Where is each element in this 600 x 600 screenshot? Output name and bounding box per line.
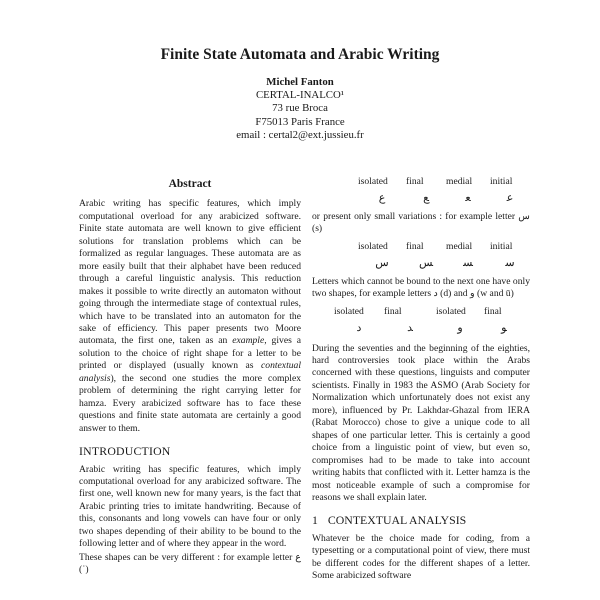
table3-glyph-waw-isolated: ﻭ [457,322,463,335]
table1-header-final: final [406,176,424,187]
table1-glyph-initial: ﻋ [506,192,514,205]
author-name: Michel Fanton [266,76,334,88]
abstract-paragraph [79,198,301,435]
left-column [79,178,301,577]
table1-header-initial: initial [490,176,513,187]
variations-paragraph: or present only small variations : for example letter س (s) [312,210,530,235]
abstract-text-1: Arabic writing has specific features, which imply computational overload for any arabicized software. Finite state automata are well known to give efficient solutions for translation problems which can be formalized as regular languages. These automata are as more easily built that their alphabet have been reduced through a careful linguistic analysis. This reduction makes it possible to write directly an automaton without going through the intermediate stage of contextual rules, which have to be translated into an automaton for the sake of efficiency. This paper presents two Moore automata, the first one, taken as an [79,198,301,347]
table1-glyph-isolated: ﻉ [378,192,386,205]
table3-glyph-dal-isolated: ﺩ [356,322,362,335]
table1-glyph-final: ﻊ [423,192,429,205]
table2-header-isolated: isolated [358,240,388,252]
section-1-paragraph: Whatever be the choice made for coding, from a typesetting or a computational point of view, there must be different codes for the different shapes of a letter. Some arabicized software [312,532,530,582]
author-block [0,76,600,142]
history-paragraph: During the seventies and the beginning of the eighties, hard controversies took place within the Arabs concerned with these questions, linguists and computer scientists. Finally in 1983 the ASMO (Arab Society for Normalization which unfortunately does not exist any more), influenced by Pr. Lakhdar-Ghazal from IERA (Rabat Morocco) chose to give a unique code to all shapes of one particular letter. This is certainly a good choice from a linguistic point of view, but even so, compromises had to be made to take into account writing habits that conflicted with it. Letter hamza is the most noticeable example of such a compromise for reasons we shall explain later. [312,342,530,503]
table2-glyph-final: ﺲ [418,257,434,270]
table3-glyph-waw-final: ﻮ [501,322,507,335]
abstract-text-2: , gives a solution to the choice of right shape for a letter to be printed or displayed (usually known as [79,335,301,372]
shape-table-1-glyphs [312,192,530,204]
right-column [312,176,530,583]
table1-header-isolated: isolated [358,176,388,187]
section-1-number: 1 [312,513,318,528]
table1-glyph-medial: ﻌ [465,192,471,205]
abstract-example-word: example [232,335,265,347]
table3-header-final-1: final [384,305,402,317]
table1-header-medial: medial [446,176,473,187]
section-1-title: CONTEXTUAL ANALYSIS [327,513,467,528]
table3-header-isolated-2: isolated [436,305,466,317]
table3-header-final-2: final [484,305,502,317]
shape-table-1-header [312,176,530,188]
author-street: 73 rue Broca [272,102,328,115]
shape-table-3-header [312,306,530,318]
table2-header-medial: medial [446,240,473,252]
table3-header-isolated-1: isolated [334,305,364,317]
table2-glyph-isolated: ﺱ [375,257,389,270]
author-affiliation: CERTAL-INALCO¹ [255,89,345,102]
abstract-contextual-word: contextual analysis [79,360,301,384]
paper-title: Finite State Automata and Arabic Writing [160,46,440,63]
table2-glyph-initial: ﺳ [505,257,515,270]
shape-table-2-glyphs [312,257,530,269]
table2-header-final: final [406,240,424,252]
shape-table-3-glyphs [312,322,530,334]
author-email: email : certal2@ext.jussieu.fr [236,128,364,141]
abstract-heading: Abstract [168,178,212,190]
intro-paragraph-2: These shapes can be very different : for example letter ع (ʿ) [79,551,301,576]
intro-paragraph-1: Arabic writing has specific features, which imply computational overload for any arabicized software. The first one, well known new for many years, is the fact that Arabic printing tries to imitate handwriting. Because of this, consonants and long vowels can have four or only two shapes depending of their ability to be bound to the following letter and of where they appear in the word. [79,463,301,550]
section-1-heading [312,514,530,526]
author-city: F75013 Paris France [255,115,345,128]
table2-glyph-medial: ﺴ [463,257,473,270]
shape-table-2-header [312,241,530,253]
abstract-text-3: ), the second one studies the more complex problem of determining the right carrying letter for hamza. Every arabicized software has to face these questions and finite state automata are certainly a good answer to them. [79,372,301,434]
table3-glyph-dal-final: ﺪ [407,322,413,335]
introduction-heading: INTRODUCTION [79,444,171,459]
two-shapes-paragraph: Letters which cannot be bound to the next one have only two shapes, for example letters د (d) and و (w and ū) [312,275,530,300]
table2-header-initial: initial [490,240,513,252]
